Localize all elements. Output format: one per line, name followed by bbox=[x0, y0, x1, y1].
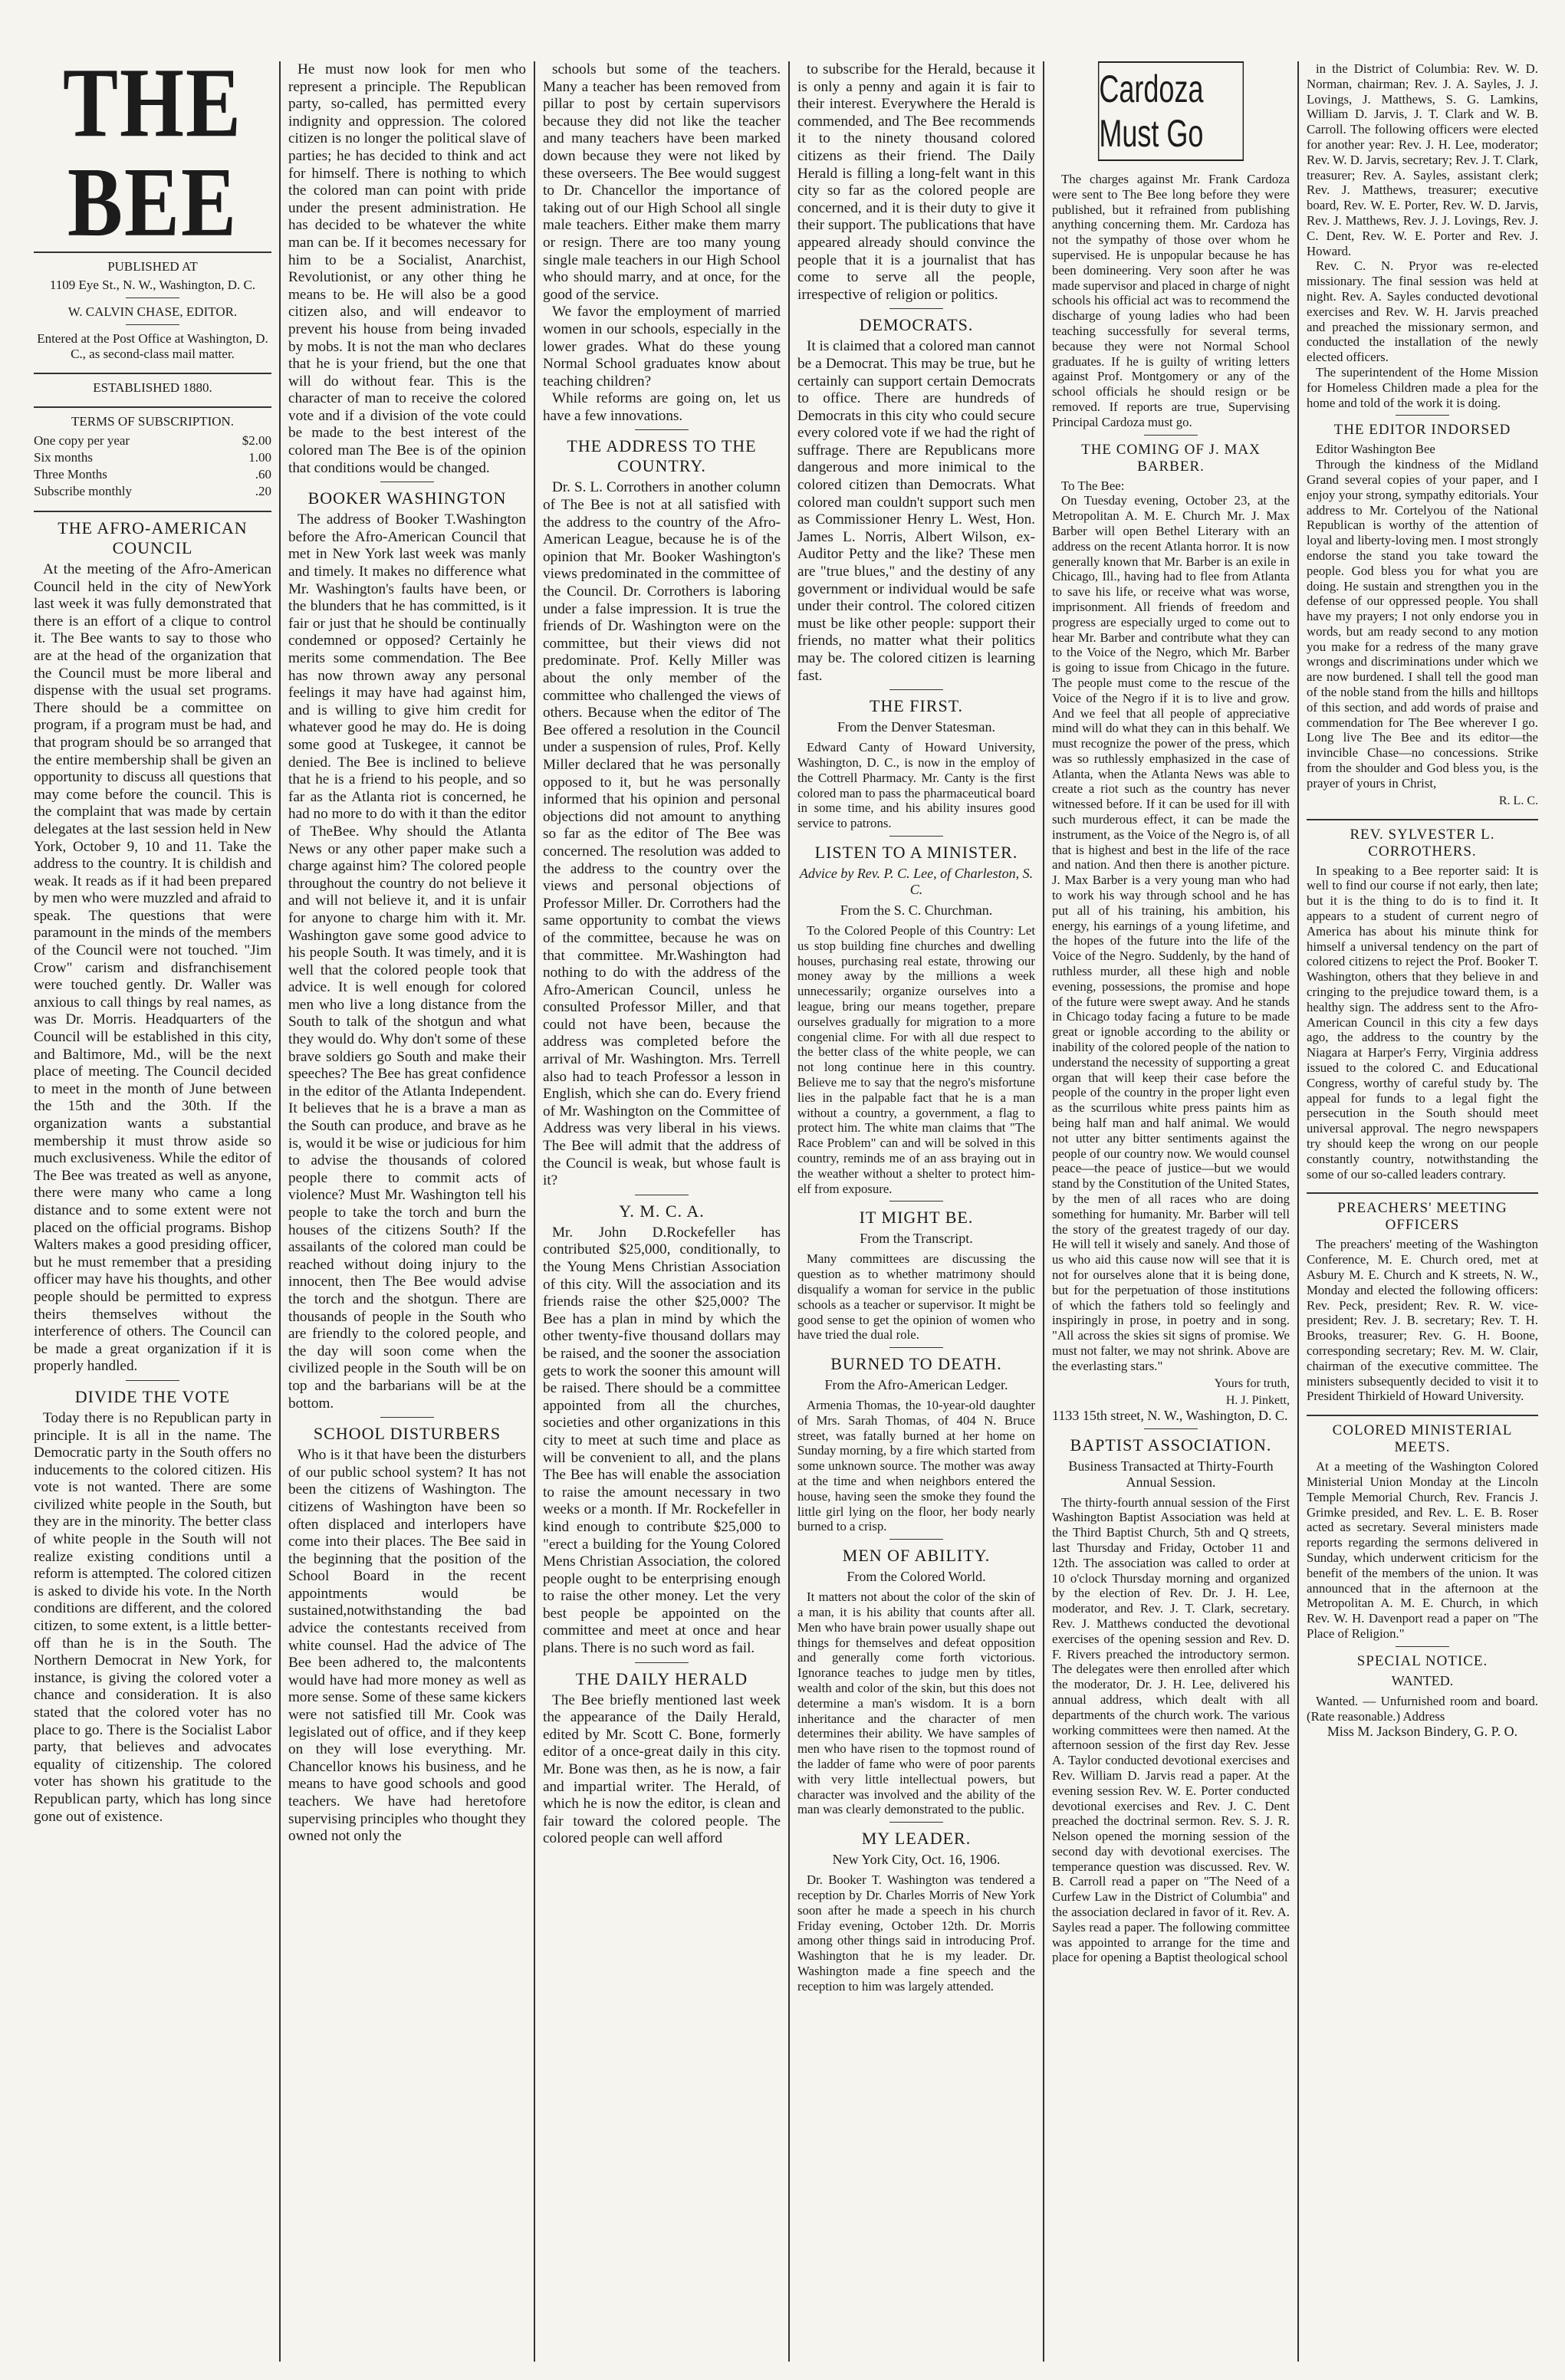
article-signature: H. J. Pinkett, bbox=[1225, 1393, 1290, 1407]
article-source: From the S. C. Churchman. bbox=[840, 902, 993, 918]
article-source: From the Denver Statesman. bbox=[837, 719, 995, 735]
masthead-address: 1109 Eye St., N. W., Washington, D. C. bbox=[49, 278, 256, 292]
article-heading: THE FIRST. bbox=[869, 696, 964, 716]
article-source: New York City, Oct. 16, 1906. bbox=[832, 1852, 1001, 1868]
article-body: The thirty-fourth annual session of the First Washington Baptist Association was held at the Third Baptist Church, 5th and Q streets, last Thursday and Friday, October 11 and 12th. The association was called to order at 10 o'clock Thursday morning and organized by the election of Rev. Dr. J. H. Lee, moderator, and Rev. J. T. Clark, secretary. Rev. J. Matthews conducted the devotional exercises of the opening session and Rev. D. F. Rivers preached the introductory sermon. The delegates were then enrolled after which the moderator, Dr. J. H. Lee, delivered his annual address, which dealt with all departments of the church work. The various working committees were then named. At the afternoon session of the first day Rev. Jesse A. Taylor conducted devotional exercises and Rev. William D. Jarvis read a paper. At the evening session Rev. W. E. Porter conducted devotional exercises and Rev. J. C. Dent preached the doctrinal sermon. Rev. S. J. R. Nelson opened the morning session of the second day with devotional exercises. The temperance question was discussed. Rev. W. B. Carroll read a paper on "The Need of a Curfew Law in the District of Columbia" and the association declared in favor of it. Rev. A. Sayles read a paper. The following committee was appointed to arrange for the time and place for opening a Baptist theological school bbox=[1052, 1494, 1290, 1965]
article-subheading: WANTED. bbox=[1391, 1672, 1454, 1688]
article-signature: Yours for truth, bbox=[1214, 1376, 1290, 1390]
divider bbox=[1144, 1428, 1198, 1429]
divider bbox=[635, 1662, 689, 1663]
article-source: From the Colored World. bbox=[847, 1569, 986, 1585]
article-body: We favor the employment of married women in our schools, especially in the lower grades. What do these young Normal School graduates know about teaching children? bbox=[543, 304, 781, 390]
article-heading: DEMOCRATS. bbox=[859, 315, 974, 335]
article-body: The preachers' meeting of the Washington Conference, M. E. Church ored, met at Asbury M. E. Church and K streets, N. W., Monday and elected the following officers: Rev. Peck, president; Rev. R. W. vice-president; Rev. J. B. secretary; Rev. T. H. Brooks, treasurer; Rev. G. H. Boone, corresponding secretary; Rev. M. W. Clair, chairman of the executive committee. The ministers subsequently decided to visit it to President Thirkield of Howard University. bbox=[1307, 1237, 1538, 1404]
masthead-published: PUBLISHED AT bbox=[107, 259, 198, 274]
article-body: Dr. S. L. Corrothers in another column of The Bee is not at all satisfied with the address to the country of the Afro-American League, because he is of the opinion that Mr. Booker Washington's views predominated in the committee of the Council. Dr. Corrothers is laboring under a false impression. It is true the friends of Dr. Washington were on the committee, but their views did not predominate. Prof. Kelly Miller was about the only member of the committee who challenged the views of others. Because when the editor of The Bee offered a resolution in the Council under a suspension of rules, Prof. Kelly Miller declared that he was personally opposed to it, but he was personally informed that his opinion and personal objections did not amount to anything so far as the editor of The Bee was concerned. The resolution was added to the address to the country over the views and personal objections of Professor Miller. Dr. Corrothers had the same opportunity to combat the views of the committee, because he was on that committee. Mr.Washington had nothing to do with the address of the Afro-American Council, unless he consulted Professor Miller, and that could not have been, because the address was completed before the arrival of Mr. Washington. Mrs. Terrell also had to teach Professor a lesson in English, which she can do. Every friend of Mr. Washington on the Committee of Address was very liberal in his views. The Bee will admit that the address of the Council is weak, but whose fault is it? bbox=[543, 479, 781, 1189]
article-body: It is claimed that a colored man cannot be a Democrat. This may be true, but he certainly can support certain Democrats to office. There are hundreds of Democrats in this city who could secure every colored vote if we had the right of suffrage. There are Republicans more dangerous and more inimical to the colored citizen than Democrats. What colored man couldn't support such men as Commissioner Henry L. West, Hon. James L. Norris, Albert Wilson, ex-Auditor Petty and the like? These men are "true blues," and the destiny of any government or individual would be safe under their control. The colored citizen must be like other people: support their friends, no matter what their politics may be. The colored citizen is learning fast. bbox=[797, 338, 1035, 684]
article-body: schools but some of the teachers. Many a teacher has been removed from pillar to post by certain supervisors because they did not like the teacher and many teachers have been marked down because they were not liked by these overseers. The Bee would suggest to Dr. Chancellor the importance of taking out of our High School all single male teachers. Either make them marry or resign. There are too many young single male teachers in our High School who should marry, and at once, for the good of the service. bbox=[543, 61, 781, 303]
article-body: Rev. C. N. Pryor was re-elected missionary. The final session was held at night. Rev. A. Sayles conducted devotional exercises and Rev. W. H. Jarvis preached and preached the missionary sermon, and conducted the installation of the newly elected officers. bbox=[1307, 258, 1538, 365]
article-body: Through the kindness of the Midland Grand several copies of your paper, and I enjoy your strong, sympathy editorials. Your address to Mr. Cortelyou of the National Republican is worthy of the attention of loyal and liberty-loving men. I most strongly endorse the stand you take toward the people. God bless you for what you are doing. He sustain and strengthen you in the defense of our oppressed people. You shall have my prayers; I not only endorse you in words, but am ready second to any motion you make for a redress of the many grave wrongs and discriminations under which we are now burdened. I shall tell the good man of the noble stand from the hills and hilltops of this section, and add words of praise and commendation for The Bee wherever I go. Long live The Bee and its editor—the invincible Chase—no concessions. Strike from the shoulder and God bless you, is the prayer of yours in Christ, bbox=[1307, 457, 1538, 791]
divider bbox=[1144, 435, 1198, 436]
article-body: He must now look for men who represent a principle. The Republican party, so-called, has permitted every indignity and oppression. The colored citizen is no longer the political slave of parties; he has decided to think and act for himself. There is nothing to which the colored man can point with pride under the present administration. He has decided to be whatever the white man can be. If it becomes necessary for him to be a Socialist, Anarchist, Revolutionist, or any other thing he means to be. He will also be a good citizen also, and will endeavor to prevent his house from being invaded by mobs. It is not the man who declares that he is your friend, but the one that will do without fear. This is the character of man to receive the colored vote and if a division of the vote could be made to the best interest of the colored man The Bee is of the opinion that conditions would be changed. bbox=[288, 61, 526, 476]
article-source: Advice by Rev. P. C. Lee, of Charleston, S. C. bbox=[799, 865, 1034, 897]
article-body: Today there is no Republican party in principle. It is all in the name. The Democratic party in the South offers no inducements to the colored citizen. His vote is not wanted. There are some civilized white people in the South, but they are in the minority. The better class of white people in the South will not realize existing conditions until a reform is attempted. The colored citizen is asked to divide his vote. In the North conditions are different, and the colored citizen, to some extent, is a little better-off than he is in the South. The Northern Democrat in New York, for instance, is giving the colored voter a chance and consideration. It is also stated that the colored voter has no place to go. There is the Socialist Labor party, that believes and advocates equality of citizenship. The colored voter has shown his gratitude to the Republican party, which has long since gone out of existence. bbox=[34, 1409, 271, 1825]
article-body: Dr. Booker T. Washington was tendered a reception by Dr. Charles Morris of New York soon after he made a speech in his church Friday evening, October 12th. Dr. Morris among other things said in introducing Prof. Washington that he is my leader. Dr. Washington made a fine speech and the reception to him was largely attended. bbox=[797, 1872, 1035, 1994]
article-heading: PREACHERS' MEETING OFFICERS bbox=[1337, 1200, 1507, 1234]
terms-row: One copy per year $2.00 bbox=[34, 433, 271, 448]
article-body: It matters not about the color of the skin of a man, it is his ability that counts after all. Men who have brain power usually shape out things for themselves and defeat opposition and generally come forth victorious. Ignorance teaches to judge men by titles, wealth and color of the skin, but this does not determine a man's wisdom. It is a born inheritance and the character of men determines their ability. We have samples of men who have risen to the topmost round of the ladder of fame who were of poor parents with very little intellectual powers, but character was involved and the ability of the man was clearly demonstrated to the public. bbox=[797, 1589, 1035, 1817]
divider bbox=[380, 1417, 434, 1418]
article-heading: REV. SYLVESTER L. CORROTHERS. bbox=[1350, 826, 1495, 860]
article-heading: BOOKER WASHINGTON bbox=[307, 488, 507, 508]
column-4 bbox=[790, 61, 1044, 2362]
divider bbox=[34, 511, 271, 512]
masthead-entered: Entered at the Post Office at Washington, D. C., as second-class mail matter. bbox=[37, 331, 268, 361]
article-body: On Tuesday evening, October 23, at the Metropolitan A. M. E. Church Mr. J. Max Barber will open Bethel Literary with an address on the recent Atlanta horror. It is now generally known that Mr. Barber is an exile in Chicago, Ill., having had to flee from Atlanta to save his life, or receive what was worse, imprisonment. All friends of freedom and progress are especially urged to come out to hear Mr. Barber and contribute what they can to the Voice of the Negro, which Mr. Barber is going to issue from Chicago in the future. The people must come to the rescue of the Voice of the Negro if it is to live and grow. And we feel that all people of appreciative mind will do what they can in this behalf. We must recognize the power of the press, which was so ruthlessly emphasized in the case of Atlanta, when the Atlanta News was able to create a riot such as the country has never witnessed before. If it can be used for ill with such murderous effect, it can be made the instrument, as the Voice of the Negro is, of all that is highest and best in the life of the race and nation. And then there is another picture. J. Max Barber is a very young man who had to work his way through school and he has put all of his training, his ambition, his energy, his earnings of a young lifetime, and the hopes of the future into the life of the Voice of the Negro. Suddenly, by the hand of ruthless murder, all these high and noble evening, possessions, the promise and hope of the future were swept away. And he stands in Chicago today facing a future to be made great or ignoble according to the ability or inability of the colored people of the nation to understand the necessity of supporting a great organ that will keep their case before the people of the country in the proper light even as the scurrilous white press paints him as being half man and half animal. We would not utter any bitter sentiments against the people of our country now. We would counsel peace—the peace of justice—but we would stand by the Constitution of the United States, by the men of all races who are doing something for humanity. Mr. Barber will tell the story of the greatest tragedy of our day. He will tell it wisely and sanely. And those of us who aid this cause now will see that it is not for ourselves alone that it is being done, but for the perpetuation of those institutions of which the fathers told so feelingly and inspiringly in prose, in poetry and in song. "All across the skies sit signs of promise. We must not falter, we may not shrink. Above are the everlasting stars." bbox=[1052, 493, 1290, 1373]
article-body: The superintendent of the Home Mission for Homeless Children made a plea for the home and told of the work it is doing. bbox=[1307, 364, 1538, 410]
terms-row: Six months 1.00 bbox=[34, 450, 271, 465]
divider bbox=[34, 406, 271, 408]
article-heading: MEN OF ABILITY. bbox=[842, 1546, 991, 1566]
article-heading: Y. M. C. A. bbox=[619, 1201, 705, 1221]
divider bbox=[889, 1822, 943, 1823]
article-heading: THE EDITOR INDORSED bbox=[1333, 422, 1511, 439]
terms-list bbox=[34, 432, 271, 500]
article-heading: BAPTIST ASSOCIATION. bbox=[1070, 1435, 1272, 1455]
article-body: Many committees are discussing the question as to whether matrimony should disqualify a woman for service in the public schools as a teacher or supervisor. It might be good sense to get the opinion of women who have tried the dual role. bbox=[797, 1251, 1035, 1343]
divider bbox=[1396, 1646, 1449, 1647]
article-heading: THE DAILY HERALD bbox=[575, 1668, 748, 1688]
divider bbox=[889, 836, 943, 837]
article-heading: LISTEN TO A MINISTER. bbox=[814, 842, 1018, 862]
column-3 bbox=[535, 61, 790, 2362]
article-heading: IT MIGHT BE. bbox=[859, 1208, 974, 1228]
masthead-title: THE BEE bbox=[62, 61, 243, 258]
article-signature: R. L. C. bbox=[1498, 794, 1538, 807]
column-2 bbox=[281, 61, 535, 2362]
article-body: Wanted. — Unfurnished room and board. (Rate reasonable.) Address bbox=[1307, 1693, 1538, 1724]
article-heading: MY LEADER. bbox=[861, 1829, 972, 1849]
article-heading: SPECIAL NOTICE. bbox=[1356, 1652, 1488, 1669]
article-heading: SCHOOL DISTURBERS bbox=[313, 1424, 501, 1444]
article-body: In speaking to a Bee reporter said: It is well to find our course if not early, then late; but it is the thing to do is to find it. It appears to a student of current negro of America has about his minute think for himself a universal tendency on the part of colored citizens to reject the Prof. Booker T. Washington, others that they believe in and cringing to the prejudice toward them, is a healthy sign. The address sent to the Afro-American Council in this city a few days ago, the address to the country by the Niagara at Harper's Ferry, Virginia address issued to the colored C. and Educational Congress, worthy of careful study by. The appeal for funds to a legal fight the persecution in the South should meet universal approval. The negro newspapers try should keep the wrong on our people constantly country, notwithstanding the some of our so-called leaders contrary. bbox=[1307, 863, 1538, 1182]
article-heading: THE AFRO-AMERICAN COUNCIL bbox=[58, 518, 248, 557]
article-body: At a meeting of the Washington Colored Ministerial Union Monday at the Lincoln Temple Memorial Church, Rev. Francis J. Grimke presided, and Rev. L. E. B. Roser acted as secretary. Several ministers made reports regarding the sermons delivered in Sunday, which underwent criticism for the benefit of the members of the union. It was announced that in the afternoon at the Metropolitan A. M. E. Church, in which Rev. W. H. Davenport read a paper on "The Place of Religion." bbox=[1307, 1459, 1538, 1641]
article-source: From the Transcript. bbox=[860, 1231, 973, 1247]
divider bbox=[126, 324, 179, 325]
article-body: To the Colored People of this Country: Let us stop building fine churches and dwelling houses, purchasing real estate, throwing our money away by the millions a week unnecessarily; organize ourselves into a league, bring our means together, prepare ourselves gradually for migration to a more congenial clime. For with all due respect to the better class of the white people, we can not long continue here in this country. Believe me to say that the negro's misfortune lies in the palpable fact that he is a man without a country, a government, a flag to protect him. The white man claims that "The Race Problem" can and will be solved in this country, reminds me of an ass braying out in the weather without a shelter to protect him-elf from exposure. bbox=[797, 922, 1035, 1196]
divider bbox=[126, 1380, 179, 1381]
article-body: The charges against Mr. Frank Cardoza were sent to The Bee long before they were published, but it refrained from publishing anything concerning them. Mr. Cardoza has not the sympathy of those over whom he supervised. He is unpopular because he has been domineering. Very soon after he was made supervisor and placed in charge of night schools his official act was to recommend the discharge of young ladies who had been teaching successfully for several terms, because they were not Normal School graduates. If he is guilty of writing letters against Prof. Montgomery or any of the school officials he should resign or be removed. If reports are true, Supervising Principal Cardoza must go. bbox=[1052, 172, 1290, 429]
terms-row: Three Months .60 bbox=[34, 467, 271, 482]
divider bbox=[635, 429, 689, 430]
article-heading-boxed: Cardoza Must Go bbox=[1098, 61, 1244, 161]
article-heading: DIVIDE THE VOTE bbox=[74, 1386, 231, 1406]
divider bbox=[889, 1539, 943, 1540]
article-body: The address of Booker T.Washington before the Afro-American Council that met in New York last week was manly and timely. It makes no difference what Mr. Washington's faults have been, or the blunders that he has committed, is it fair or just that he should be continually condemned or opposed? Certainly he merits some commendation. The Bee has now thrown away any personal feelings it may have had against him, and is willing to give him credit for whatever good he may do. He is doing some good at Tuskegee, it cannot be denied. The Bee is inclined to believe that he is a friend to his people, and so far as the Atlanta riot is concerned, he had no more to do with it than the editor of TheBee. Why should the Atlanta News or any other paper make such a charge against him? The colored people throughout the country do not believe it and will not believe it, and it is unfair for anyone to charge him with it. Mr. Washington gave some good advice to his people South. It was timely, and it is well that the colored people took that advice. It is well enough for colored men who live a long distance from the South to talk of the shotgun and what they would do. Why don't some of these brave soldiers go South and make their speeches? The Bee has great confidence in the editor of the Atlanta Independent. It believes that he is a brave a man as the South can produce, and brave as he is, would it be wise or judicious for him to advise the thousands of colored people there to commit acts of violence? Must Mr. Washington tell his people to take the torch and burn the houses of the citizens South? If the assailants of the colored man could be reached without doing injury to the innocent, then The Bee would advise the torch and the shotgun. There are thousands of people in the South who are friendly to the colored people, and the day will soon come when the civilized people in the South will be on top and the barbarians will be at the bottom. bbox=[288, 511, 526, 1412]
divider bbox=[889, 308, 943, 309]
article-body: Mr. John D.Rockefeller has contributed $25,000, conditionally, to the Young Mens Christian Association of this city. Will the association and its friends raise the other $25,000? The Bee has a plan in mind by which the other twenty-five thousand dollars may be raised, and the sooner the association gets to work the sooner this amount will be raised. There should be a committee appointed from all the churches, societies and other organizations in this city to meet at such time and place as will be convenient to all, and the plans The Bee has will enable the association to raise the amount necessary in two weeks or a month. If Mr. Rockefeller in kind enough to contribute $25,000 to "erect a building for the Young Colored Mens Christian Association, the colored people ought to be enterprising enough to raise the other money. Let the very best people be appointed on the committee and meet at once and hear plans. There is no such word as fail. bbox=[543, 1224, 781, 1657]
masthead-established: ESTABLISHED 1880. bbox=[93, 380, 212, 395]
article-salutation: Editor Washington Bee bbox=[1316, 442, 1435, 457]
masthead-editor: W. CALVIN CHASE, EDITOR. bbox=[67, 304, 238, 319]
terms-heading: TERMS OF SUBSCRIPTION. bbox=[71, 414, 235, 429]
article-source: From the Afro-American Ledger. bbox=[824, 1377, 1008, 1393]
article-body: The Bee briefly mentioned last week the appearance of the Daily Herald, edited by Mr. Scott C. Bone, formerly editor of a once-great daily in this city. Mr. Bone was then, as he is now, a fair and impartial writer. The Herald, of which he is now the editor, is clean and fair toward the colored people. The colored people can well afford bbox=[543, 1691, 781, 1847]
divider bbox=[1396, 415, 1449, 416]
article-signature-address: 1133 15th street, N. W., Washington, D. C. bbox=[1052, 1407, 1288, 1423]
divider bbox=[1307, 1192, 1538, 1194]
article-body: At the meeting of the Afro-American Council held in the city of NewYork last week it was fully demonstrated that there is an effort of a clique to control it. The Bee wants to say to those who are at the head of the organization that the Council must be more liberal and dispense with the usual set programs. There should be a committee on program, if a program must be had, and that program should be so arranged that the entire membership shall be given an opportunity to discuss all questions that may come before the council. This is the complaint that was made by certain delegates at the last session held in New York, October 9, 10 and 11. Take the address to the country. It is childish and weak. It reads as if it had been prepared by men who were muzzled and afraid to speak. The questions that were paramount in the minds of the members of the Council were not touched. "Jim Crow" carism and disfranchisement were touched gently. Dr. Waller was anxious to call things by real names, as was Dr. Morris. Headquarters of the Council will be established in this city, and Baltimore, Md., will be the next place of meeting. The Council decided to meet in the month of June between the 15th and the 30th. If the organization wants a substantial membership it must throw aside so much exclusiveness. While the editor of The Bee was treated as well as anyone, there were many who came a long distance and to some extent were not placed on the official programs. Bishop Walters makes a good presiding officer, but he must remember that a presiding officer may have his thoughts, and other people should be permitted to express theirs themselves without the interference of others. The Council can be made a great organization if it is properly handled. bbox=[34, 561, 271, 1375]
column-1 bbox=[26, 61, 281, 2362]
divider bbox=[889, 1347, 943, 1348]
divider bbox=[1307, 819, 1538, 820]
article-heading: BURNED TO DEATH. bbox=[830, 1354, 1002, 1374]
article-address: Miss M. Jackson Bindery, G. P. O. bbox=[1327, 1724, 1518, 1740]
article-body: in the District of Columbia: Rev. W. D. Norman, chairman; Rev. J. A. Sayles, J. J. Lovings, J. Matthews, S. G. Lamkins, William D. Jarvis, J. T. Clark and W. B. Carroll. The following officers were elected for another year: Rev. J. H. Lee, moderator; Rev. W. D. Jarvis, secretary; Rev. J. T. Clark, treasurer; Rev. A. Sayles, assistant clerk; Rev. J. Matthews, treasurer; executive board, Rev. W. E. Porter, Rev. W. D. Jarvis, Rev. J. Matthews, Rev. J. J. Lovings, Rev. J. C. Dent, Rev. W. E. Porter and Rev. J. Howard. bbox=[1307, 61, 1539, 258]
terms-row: Subscribe monthly .20 bbox=[34, 484, 271, 498]
article-salutation: To The Bee: bbox=[1061, 478, 1125, 493]
article-heading: THE ADDRESS TO THE COUNTRY. bbox=[567, 436, 757, 476]
article-body: Edward Canty of Howard University, Washington, D. C., is now in the employ of the Cottrell Pharmacy. Mr. Canty is the first colored man to pass the pharmaceutical board in some time, and his ability insures good service to patrons. bbox=[797, 740, 1035, 831]
article-body: While reforms are going on, let us have a few innovations. bbox=[543, 390, 781, 424]
column-5 bbox=[1044, 61, 1299, 2362]
divider bbox=[1307, 1415, 1538, 1416]
article-body: Who is it that have been the disturbers of our public school system? It has not been the citizens of Washington. The citizens of Washington have been so often displaced and interlopers have come into their places. The Bee said in the beginning that the position of the School Board in the recent appointments would be sustained,notwithstanding the bad advice the contestants received from white counsel. Had the advice of The Bee been adhered to, the malcontents would have had more money as well as more sense. Some of these same kickers were not satisfied till Mr. Cook was legislated out of office, and if they keep on they will lose everything. Mr. Chancellor knows his business, and he means to have good schools and good teachers. We have had heretofore supervising principles who thought they owned not only the bbox=[288, 1447, 526, 1845]
article-subheading: Business Transacted at Thirty-Fourth Annual Session. bbox=[1068, 1458, 1274, 1490]
article-body: to subscribe for the Herald, because it is only a penny and again it is fair to their interest. Everywhere the Herald is commended, and The Bee recommends it to the ninety thousand colored citizens as their friend. The Daily Herald is filling a long-felt want in this city so far as the colored people are concerned, and it is their duty to give it their support. The publications that have appeared already should convince the people that it is a journalist that has come to serve all the people, irrespective of religion or politics. bbox=[797, 61, 1035, 303]
divider bbox=[889, 1201, 943, 1202]
divider bbox=[34, 373, 271, 374]
article-heading: THE COMING OF J. MAX BARBER. bbox=[1081, 441, 1261, 475]
divider bbox=[889, 689, 943, 690]
article-body: Armenia Thomas, the 10-year-old daughter of Mrs. Sarah Thomas, of 404 N. Bruce street, was fatally burned at her home on Sunday morning, by a fire which started from some unknown source. The mother was away at the time and when neighbors entered the house, having seen the smoke they found the little girl lying on the floor, her body nearly burned to a crisp. bbox=[797, 1398, 1035, 1534]
column-6 bbox=[1299, 61, 1546, 2362]
article-heading: COLORED MINISTERIAL MEETS. bbox=[1332, 1422, 1513, 1456]
